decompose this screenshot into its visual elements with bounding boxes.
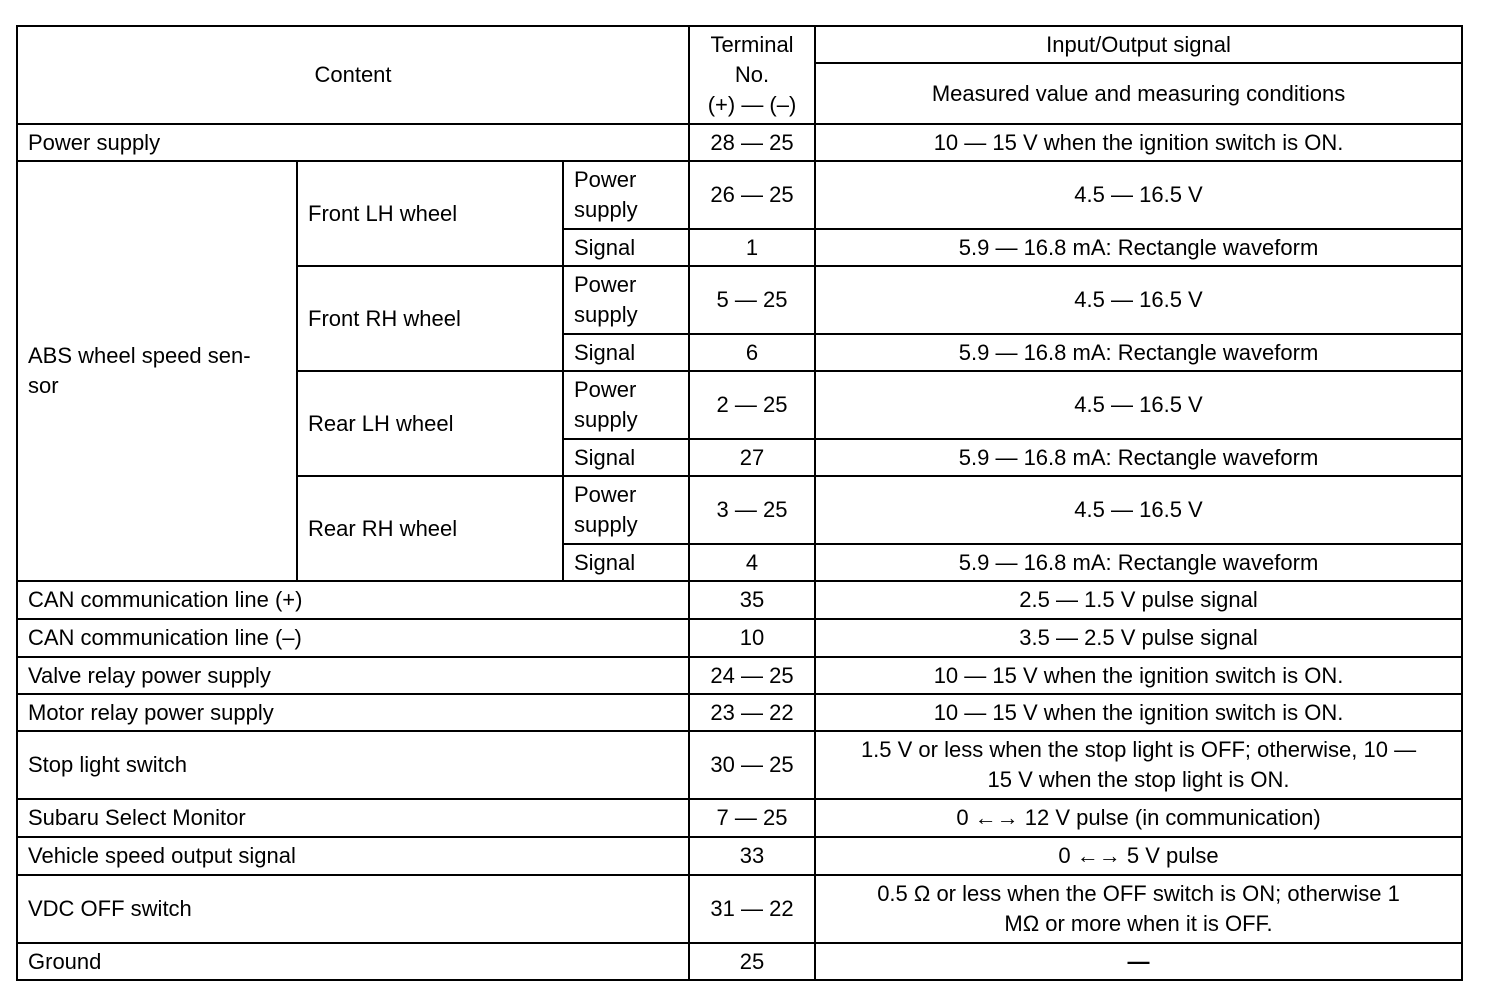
row-terminal: 25: [689, 943, 815, 980]
row-value-line2: MΩ or more when it is OFF.: [1004, 911, 1273, 936]
row-terminal: 33: [689, 837, 815, 875]
row-value: 10 — 15 V when the ignition switch is ON.: [815, 124, 1462, 161]
row-label: CAN communication line (+): [17, 581, 689, 619]
row-value: 4.5 — 16.5 V: [815, 476, 1462, 544]
wheel-name: Front RH wheel: [297, 266, 563, 371]
header-io-signal: [815, 26, 1462, 63]
row-value: [815, 731, 1462, 799]
row-label: Ground: [17, 943, 689, 980]
table-row-can-minus: [17, 619, 1462, 657]
row-label: Stop light switch: [17, 731, 689, 799]
abs-label-line1: ABS wheel speed sen-: [28, 343, 251, 368]
power-supply-sublabel: Power supply: [563, 266, 689, 334]
row-terminal: 35: [689, 581, 815, 619]
abs-sensor-label: [17, 161, 297, 581]
header-terminal-line3: (+) — (–): [707, 92, 797, 117]
row-value-line1: 0.5 Ω or less when the OFF switch is ON; otherwise 1: [877, 881, 1400, 906]
wheel-name: Front LH wheel: [297, 161, 563, 266]
row-value-line2: 15 V when the stop light is ON.: [987, 767, 1290, 792]
row-label: CAN communication line (–): [17, 619, 689, 657]
table-row-abs-front-lh-power: [17, 161, 1462, 229]
header-measured-label: Measured value and measuring conditions: [931, 80, 1346, 106]
row-terminal: 5 — 25: [689, 266, 815, 334]
header-content-label: Content: [314, 62, 392, 87]
row-value: —: [815, 943, 1462, 980]
header-terminal-line2: No.: [734, 62, 770, 87]
row-label: Motor relay power supply: [17, 694, 689, 731]
row-label: Valve relay power supply: [17, 657, 689, 694]
row-value: 10 — 15 V when the ignition switch is ON.: [815, 694, 1462, 731]
row-terminal: 27: [689, 439, 815, 476]
row-value: 10 — 15 V when the ignition switch is ON.: [815, 657, 1462, 694]
table-row-can-plus: [17, 581, 1462, 619]
header-terminal-line1: Terminal: [710, 32, 794, 57]
row-terminal: 2 — 25: [689, 371, 815, 439]
row-label: Subaru Select Monitor: [17, 799, 689, 837]
abs-label-line2: sor: [28, 373, 59, 398]
table-row-vehicle-speed: [17, 837, 1462, 875]
row-value: 4.5 — 16.5 V: [815, 371, 1462, 439]
row-terminal: 4: [689, 544, 815, 581]
row-value: 0 ←→ 12 V pulse (in communication): [815, 799, 1462, 837]
row-terminal: 28 — 25: [689, 124, 815, 161]
signal-sublabel: Signal: [563, 544, 689, 581]
row-value: 0 ←→ 5 V pulse: [815, 837, 1462, 875]
row-terminal: 6: [689, 334, 815, 371]
row-label: Vehicle speed output signal: [17, 837, 689, 875]
row-value: [815, 875, 1462, 943]
row-value: 5.9 — 16.8 mA: Rectangle waveform: [815, 334, 1462, 371]
power-supply-sublabel: Power supply: [563, 476, 689, 544]
row-value: 5.9 — 16.8 mA: Rectangle waveform: [815, 229, 1462, 266]
row-terminal: 10: [689, 619, 815, 657]
row-label: VDC OFF switch: [17, 875, 689, 943]
table-row-select-monitor: [17, 799, 1462, 837]
row-terminal: 3 — 25: [689, 476, 815, 544]
row-value: 4.5 — 16.5 V: [815, 266, 1462, 334]
signal-sublabel: Signal: [563, 439, 689, 476]
row-value: 2.5 — 1.5 V pulse signal: [815, 581, 1462, 619]
signal-sublabel: Signal: [563, 229, 689, 266]
table-row-stop-light: [17, 731, 1462, 799]
row-value: 5.9 — 16.8 mA: Rectangle waveform: [815, 439, 1462, 476]
row-terminal: 7 — 25: [689, 799, 815, 837]
header-terminal: [689, 26, 815, 124]
header-row-1: [17, 26, 1462, 63]
wheel-name: Rear LH wheel: [297, 371, 563, 476]
signal-sublabel: Signal: [563, 334, 689, 371]
row-value-line1: 1.5 V or less when the stop light is OFF; otherwise, 10 —: [860, 737, 1417, 762]
row-value: 4.5 — 16.5 V: [815, 161, 1462, 229]
row-label: Power supply: [17, 124, 689, 161]
power-supply-sublabel: Power supply: [563, 161, 689, 229]
table-row-ground: [17, 943, 1462, 980]
table-row-vdc-off: [17, 875, 1462, 943]
row-terminal: 31 — 22: [689, 875, 815, 943]
row-terminal: 1: [689, 229, 815, 266]
header-measured: [815, 63, 1462, 124]
row-value: 5.9 — 16.8 mA: Rectangle waveform: [815, 544, 1462, 581]
row-terminal: 26 — 25: [689, 161, 815, 229]
power-supply-sublabel: Power supply: [563, 371, 689, 439]
row-value: 3.5 — 2.5 V pulse signal: [815, 619, 1462, 657]
header-io-signal-label: Input/Output signal: [1046, 31, 1231, 57]
row-terminal: 23 — 22: [689, 694, 815, 731]
table-row-power-supply: [17, 124, 1462, 161]
row-terminal: 30 — 25: [689, 731, 815, 799]
row-terminal: 24 — 25: [689, 657, 815, 694]
header-content: [17, 26, 689, 124]
table-row-motor-relay: [17, 694, 1462, 731]
wheel-name: Rear RH wheel: [297, 476, 563, 581]
terminal-spec-table: [16, 25, 1463, 981]
table-row-valve-relay: [17, 657, 1462, 694]
